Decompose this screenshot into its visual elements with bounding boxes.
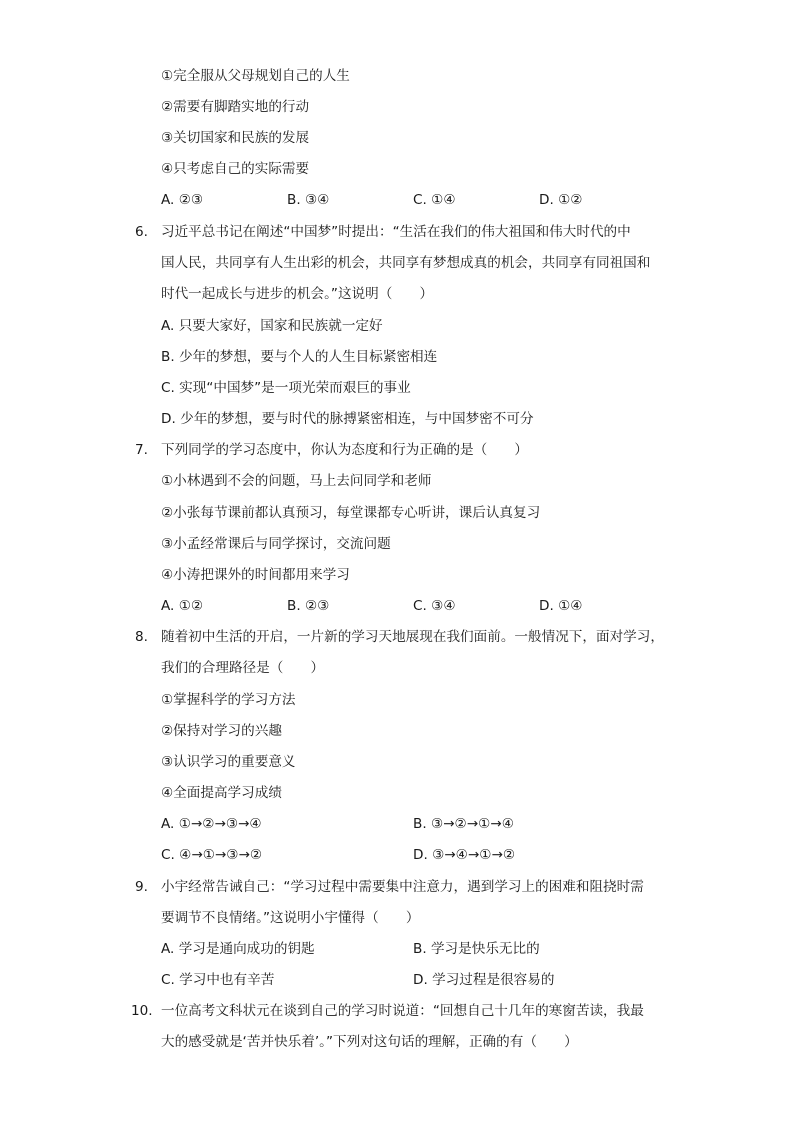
q7-option-d: D. ①④ — [539, 598, 583, 614]
q7-item-3: ③小孟经常课后与同学探讨，交流问题 — [161, 536, 391, 552]
q6-number: 6. — [135, 224, 148, 240]
q5-item-3: ③关切国家和民族的发展 — [161, 130, 310, 146]
q8-stem-line-1: 随着初中生活的开启，一片新的学习天地展现在我们面前。一般情况下，面对学习， — [161, 629, 664, 645]
q8-stem-line-2: 我们的合理路径是（ ） — [161, 660, 325, 676]
q8-item-3: ③认识学习的重要意义 — [161, 754, 296, 770]
q7-option-b: B. ②③ — [287, 598, 330, 614]
q6-option-c: C. 实现“中国梦”是一项光荣而艰巨的事业 — [161, 380, 411, 396]
q6-stem-line-3: 时代一起成长与进步的机会。”这说明（ ） — [161, 286, 434, 302]
q10-stem-line-1: 一位高考文科状元在谈到自己的学习时说道：“回想自己十几年的寒窗苦读，我最 — [161, 1003, 644, 1019]
q9-option-a: A. 学习是通向成功的钥匙 — [161, 941, 315, 957]
q9-number: 9. — [135, 879, 148, 895]
q5-item-2: ②需要有脚踏实地的行动 — [161, 99, 310, 115]
q8-number: 8. — [135, 629, 148, 645]
q10-stem-line-2: 大的感受就是‘苦并快乐着’。”下列对这句话的理解，正确的有（ ） — [161, 1034, 578, 1050]
q6-option-b: B. 少年的梦想，要与个人的人生目标紧密相连 — [161, 349, 438, 365]
q7-number: 7. — [135, 442, 148, 458]
q8-item-4: ④全面提高学习成绩 — [161, 785, 282, 801]
q9-option-b: B. 学习是快乐无比的 — [413, 941, 540, 957]
q10-number: 10. — [131, 1003, 153, 1019]
q7-option-a: A. ①② — [161, 598, 204, 614]
q6-option-d: D. 少年的梦想，要与时代的脉搏紧密相连，与中国梦密不可分 — [161, 411, 534, 427]
q5-option-d: D. ①② — [539, 192, 583, 208]
q6-stem-line-2: 国人民，共同享有人生出彩的机会，共同享有梦想成真的机会，共同享有同祖国和 — [161, 255, 651, 271]
q9-stem-line-1: 小宇经常告诫自己：“学习过程中需要集中注意力，遇到学习上的困难和阻挠时需 — [161, 879, 644, 895]
q7-item-2: ②小张每节课前都认真预习，每堂课都专心听讲，课后认真复习 — [161, 505, 541, 521]
q5-option-a: A. ②③ — [161, 192, 204, 208]
q8-option-b: B. ③→②→①→④ — [413, 816, 514, 832]
q5-option-b: B. ③④ — [287, 192, 330, 208]
q5-option-c: C. ①④ — [413, 192, 456, 208]
q9-option-c: C. 学习中也有辛苦 — [161, 972, 275, 988]
q7-item-4: ④小涛把课外的时间都用来学习 — [161, 567, 350, 583]
q7-item-1: ①小林遇到不会的问题，马上去问同学和老师 — [161, 473, 432, 489]
q8-option-a: A. ①→②→③→④ — [161, 816, 262, 832]
q8-option-d: D. ③→④→①→② — [413, 847, 516, 863]
q8-item-1: ①掌握科学的学习方法 — [161, 692, 296, 708]
q7-stem-line-1: 下列同学的学习态度中，你认为态度和行为正确的是（ ） — [161, 442, 529, 458]
q5-item-4: ④只考虑自己的实际需要 — [161, 161, 310, 177]
q8-item-2: ②保持对学习的兴趣 — [161, 723, 282, 739]
q6-option-a: A. 只要大家好，国家和民族就一定好 — [161, 318, 383, 334]
q5-item-1: ①完全服从父母规划自己的人生 — [161, 68, 350, 84]
q9-stem-line-2: 要调节不良情绪。”这说明小宇懂得（ ） — [161, 910, 420, 926]
q9-option-d: D. 学习过程是很容易的 — [413, 972, 555, 988]
q6-stem-line-1: 习近平总书记在阐述“中国梦”时提出：“生活在我们的伟大祖国和伟大时代的中 — [161, 224, 631, 240]
q8-option-c: C. ④→①→③→② — [161, 847, 263, 863]
q7-option-c: C. ③④ — [413, 598, 456, 614]
